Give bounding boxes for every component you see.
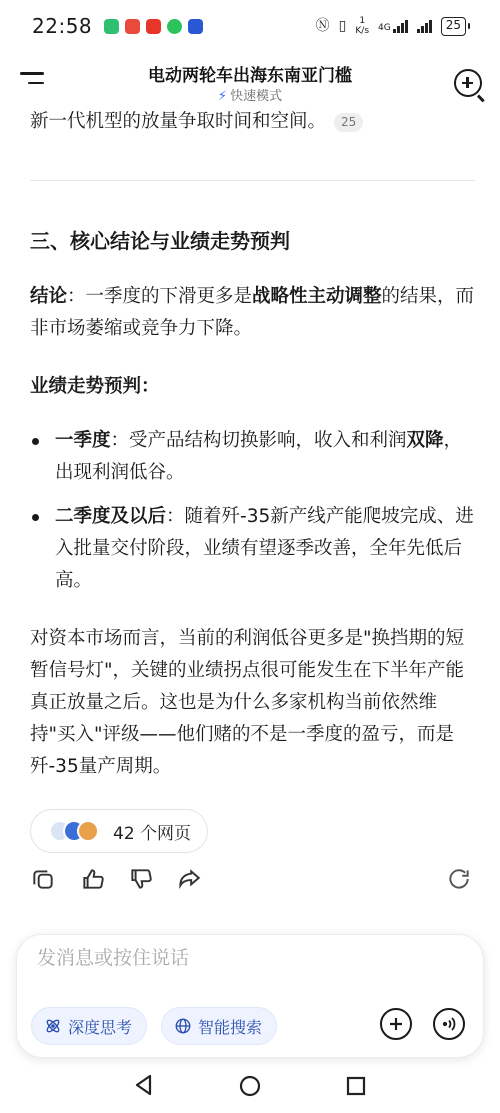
copy-icon[interactable] bbox=[30, 866, 56, 892]
chat-title[interactable]: 电动两轮车出海东南亚门槛 bbox=[148, 66, 352, 86]
divider bbox=[30, 180, 475, 181]
conclusion-text-post: 的结果，而非市场萎缩或竞争力下降。 bbox=[30, 286, 475, 339]
vibrate-icon: ▯ bbox=[338, 18, 347, 34]
bullet-label: 二季度及以后 bbox=[55, 506, 167, 527]
bullet-text: ：受产品结构切换影响，收入和利润 bbox=[110, 430, 407, 451]
deep-think-label: 深度思考 bbox=[68, 1017, 133, 1037]
bullet-label: 一季度 bbox=[55, 430, 111, 451]
cell-signal bbox=[378, 19, 408, 33]
source-icon-3 bbox=[77, 820, 99, 842]
signal-icon bbox=[393, 19, 408, 33]
status-bar bbox=[0, 0, 500, 52]
plus-icon bbox=[388, 1016, 404, 1032]
message-composer bbox=[16, 934, 484, 1058]
notification-icons bbox=[104, 19, 203, 34]
reference-badge[interactable]: 25 bbox=[334, 113, 363, 132]
conclusion-paragraph bbox=[30, 281, 475, 345]
nfc-icon: Ⓝ bbox=[315, 18, 330, 34]
robot-app-icon bbox=[188, 19, 203, 34]
recents-icon[interactable] bbox=[346, 1076, 366, 1100]
refresh-icon[interactable] bbox=[446, 866, 472, 892]
mode-label: 快速模式 bbox=[230, 89, 283, 104]
bullet-text-post: ，出现利润低谷。 bbox=[55, 430, 463, 483]
net-speed-unit: K/s bbox=[355, 26, 370, 36]
conclusion-bold: 战略性主动调整 bbox=[252, 286, 382, 307]
bullet-text: ：随着歼-35新产线产能爬坡完成、进入批量交付阶段，业绩有望逐季改善，全年先低后高。 bbox=[55, 506, 474, 591]
chat-header bbox=[0, 52, 500, 106]
sources-button[interactable] bbox=[30, 809, 208, 853]
list-item bbox=[30, 425, 475, 489]
bullet-bold: 双降 bbox=[406, 430, 444, 451]
globe-icon bbox=[174, 1017, 192, 1035]
net-speed-value: 1 bbox=[359, 16, 366, 26]
add-attachment-button[interactable] bbox=[380, 1008, 412, 1040]
voice-wave-icon bbox=[440, 1015, 458, 1033]
signal-icon-2 bbox=[417, 19, 432, 33]
back-icon[interactable] bbox=[134, 1074, 154, 1100]
thumbs-up-icon[interactable] bbox=[80, 866, 106, 892]
deep-think-button[interactable] bbox=[31, 1007, 147, 1045]
list-item bbox=[30, 501, 475, 597]
status-indicators bbox=[316, 16, 466, 36]
battery-indicator: 25 bbox=[441, 17, 466, 36]
mode-selector[interactable] bbox=[0, 85, 500, 104]
forecast-list bbox=[30, 425, 475, 597]
message-input[interactable] bbox=[37, 947, 457, 969]
net-speed bbox=[355, 16, 369, 36]
answer-content bbox=[30, 106, 475, 853]
conclusion-label: 结论 bbox=[30, 286, 68, 307]
red-app-icon bbox=[125, 19, 140, 34]
smart-search-label: 智能搜索 bbox=[198, 1017, 263, 1037]
conclusion-text-pre: ：一季度的下滑更多是 bbox=[67, 286, 253, 307]
network-type: 4G bbox=[378, 23, 391, 33]
green-app-icon bbox=[104, 19, 119, 34]
top-line-text: 新一代机型的放量争取时间和空间。 bbox=[30, 111, 327, 132]
voice-input-button[interactable] bbox=[433, 1008, 465, 1040]
system-nav-bar bbox=[0, 1058, 500, 1113]
closing-paragraph: 对资本市场而言，当前的利润低谷更多是"换挡期的短暂信号灯"，关键的业绩拐点很可能发生在下半年产能真正放量之后。这也是为什么多家机构当前依然维持"买入"评级——他们赌的不是一季度的盈亏，而是歼-35量产周期。 bbox=[30, 628, 465, 777]
answer-paragraph bbox=[30, 106, 475, 138]
status-time: 22:58 bbox=[32, 14, 93, 38]
section-title: 三、核心结论与业绩走势预判 bbox=[30, 229, 290, 253]
red-app-icon-2 bbox=[146, 19, 161, 34]
source-favicons bbox=[49, 820, 99, 842]
smart-search-button[interactable] bbox=[161, 1007, 277, 1045]
atom-icon bbox=[44, 1017, 62, 1035]
sources-count: 42 个网页 bbox=[113, 823, 192, 844]
home-icon[interactable] bbox=[239, 1075, 261, 1101]
answer-actions bbox=[30, 866, 475, 896]
share-icon[interactable] bbox=[176, 866, 202, 892]
wechat-icon bbox=[167, 19, 182, 34]
lightning-icon: ⚡ bbox=[217, 89, 228, 104]
forecast-heading: 业绩走势预判： bbox=[30, 376, 160, 397]
new-chat-icon[interactable] bbox=[454, 69, 482, 97]
thumbs-down-icon[interactable] bbox=[128, 866, 154, 892]
